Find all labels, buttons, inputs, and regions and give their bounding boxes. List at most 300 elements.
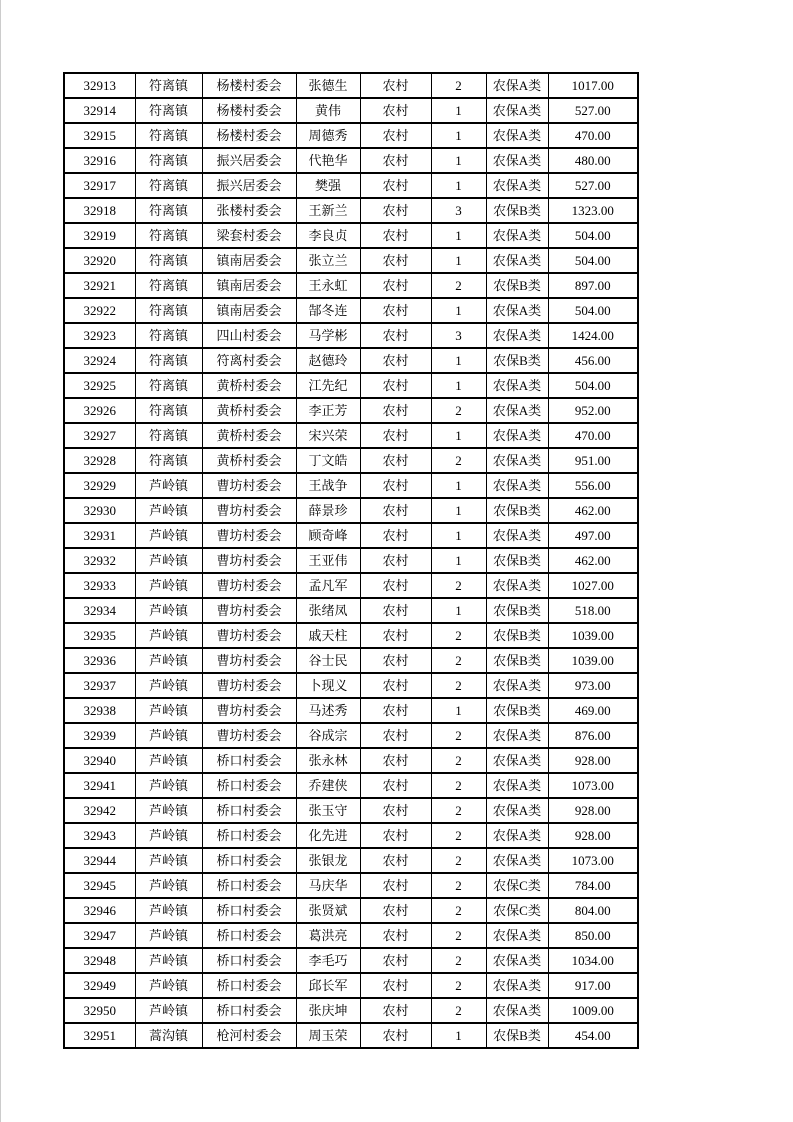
cell-village-committee: 振兴居委会 (202, 173, 296, 198)
cell-town: 符离镇 (135, 73, 202, 98)
cell-residence-type: 农村 (360, 523, 431, 548)
cell-person-name: 黄伟 (296, 98, 360, 123)
cell-amount: 462.00 (548, 548, 638, 573)
cell-residence-type: 农村 (360, 673, 431, 698)
cell-residence-type: 农村 (360, 123, 431, 148)
cell-person-count: 1 (431, 98, 486, 123)
cell-person-name: 王亚伟 (296, 548, 360, 573)
cell-village-committee: 四山村委会 (202, 323, 296, 348)
cell-record-id: 32945 (64, 873, 135, 898)
cell-person-name: 张银龙 (296, 848, 360, 873)
cell-insurance-category: 农保A类 (486, 798, 548, 823)
cell-person-count: 1 (431, 123, 486, 148)
cell-amount: 917.00 (548, 973, 638, 998)
cell-town: 符离镇 (135, 448, 202, 473)
cell-residence-type: 农村 (360, 698, 431, 723)
cell-town: 符离镇 (135, 223, 202, 248)
cell-person-name: 李正芳 (296, 398, 360, 423)
cell-record-id: 32937 (64, 673, 135, 698)
cell-amount: 876.00 (548, 723, 638, 748)
table-row (64, 123, 638, 148)
table-row (64, 1023, 638, 1048)
cell-insurance-category: 农保A类 (486, 973, 548, 998)
cell-person-name: 张庆坤 (296, 998, 360, 1023)
cell-village-committee: 曹坊村委会 (202, 723, 296, 748)
cell-insurance-category: 农保A类 (486, 823, 548, 848)
cell-residence-type: 农村 (360, 773, 431, 798)
table-row (64, 523, 638, 548)
table-row (64, 673, 638, 698)
cell-person-count: 2 (431, 773, 486, 798)
cell-insurance-category: 农保A类 (486, 98, 548, 123)
cell-record-id: 32920 (64, 248, 135, 273)
cell-town: 符离镇 (135, 98, 202, 123)
cell-insurance-category: 农保A类 (486, 148, 548, 173)
table-row (64, 623, 638, 648)
cell-person-name: 马述秀 (296, 698, 360, 723)
cell-village-committee: 曹坊村委会 (202, 698, 296, 723)
cell-person-name: 马庆华 (296, 873, 360, 898)
cell-person-name: 张玉守 (296, 798, 360, 823)
cell-person-count: 1 (431, 298, 486, 323)
cell-village-committee: 曹坊村委会 (202, 623, 296, 648)
cell-person-count: 1 (431, 523, 486, 548)
cell-person-count: 2 (431, 848, 486, 873)
cell-residence-type: 农村 (360, 348, 431, 373)
cell-record-id: 32916 (64, 148, 135, 173)
table-row (64, 823, 638, 848)
cell-record-id: 32921 (64, 273, 135, 298)
cell-record-id: 32923 (64, 323, 135, 348)
cell-amount: 454.00 (548, 1023, 638, 1048)
cell-village-committee: 振兴居委会 (202, 148, 296, 173)
cell-person-count: 3 (431, 323, 486, 348)
table-row (64, 148, 638, 173)
cell-residence-type: 农村 (360, 648, 431, 673)
cell-record-id: 32918 (64, 198, 135, 223)
cell-town: 芦岭镇 (135, 673, 202, 698)
cell-residence-type: 农村 (360, 248, 431, 273)
cell-record-id: 32939 (64, 723, 135, 748)
cell-village-committee: 曹坊村委会 (202, 648, 296, 673)
table-row (64, 973, 638, 998)
cell-insurance-category: 农保B类 (486, 648, 548, 673)
cell-town: 符离镇 (135, 323, 202, 348)
cell-residence-type: 农村 (360, 998, 431, 1023)
cell-record-id: 32922 (64, 298, 135, 323)
cell-person-name: 周德秀 (296, 123, 360, 148)
cell-person-name: 谷士民 (296, 648, 360, 673)
cell-village-committee: 桥口村委会 (202, 973, 296, 998)
cell-person-count: 1 (431, 223, 486, 248)
cell-residence-type: 农村 (360, 923, 431, 948)
cell-village-committee: 杨楼村委会 (202, 98, 296, 123)
cell-person-count: 2 (431, 973, 486, 998)
cell-amount: 556.00 (548, 473, 638, 498)
cell-residence-type: 农村 (360, 873, 431, 898)
cell-record-id: 32934 (64, 598, 135, 623)
cell-record-id: 32928 (64, 448, 135, 473)
cell-amount: 504.00 (548, 248, 638, 273)
table-row (64, 773, 638, 798)
cell-person-count: 1 (431, 248, 486, 273)
cell-village-committee: 杨楼村委会 (202, 123, 296, 148)
cell-record-id: 32933 (64, 573, 135, 598)
table-body (64, 73, 638, 1048)
table-row (64, 173, 638, 198)
cell-record-id: 32936 (64, 648, 135, 673)
cell-residence-type: 农村 (360, 223, 431, 248)
cell-person-name: 顾奇峰 (296, 523, 360, 548)
cell-residence-type: 农村 (360, 448, 431, 473)
cell-record-id: 32948 (64, 948, 135, 973)
cell-person-count: 2 (431, 673, 486, 698)
cell-town: 芦岭镇 (135, 473, 202, 498)
table-row (64, 323, 638, 348)
cell-village-committee: 黄桥村委会 (202, 423, 296, 448)
cell-town: 芦岭镇 (135, 598, 202, 623)
table-row (64, 923, 638, 948)
cell-residence-type: 农村 (360, 548, 431, 573)
table-row (64, 348, 638, 373)
cell-village-committee: 桥口村委会 (202, 898, 296, 923)
cell-village-committee: 杨楼村委会 (202, 73, 296, 98)
cell-insurance-category: 农保A类 (486, 323, 548, 348)
cell-residence-type: 农村 (360, 173, 431, 198)
cell-person-count: 1 (431, 598, 486, 623)
cell-person-name: 谷成宗 (296, 723, 360, 748)
cell-village-committee: 桥口村委会 (202, 998, 296, 1023)
cell-insurance-category: 农保A类 (486, 773, 548, 798)
cell-record-id: 32938 (64, 698, 135, 723)
cell-village-committee: 桥口村委会 (202, 823, 296, 848)
cell-town: 芦岭镇 (135, 748, 202, 773)
cell-person-name: 赵德玲 (296, 348, 360, 373)
cell-residence-type: 农村 (360, 898, 431, 923)
table-row (64, 73, 638, 98)
table-row (64, 398, 638, 423)
cell-amount: 480.00 (548, 148, 638, 173)
cell-amount: 1027.00 (548, 573, 638, 598)
cell-person-name: 化先进 (296, 823, 360, 848)
cell-insurance-category: 农保A类 (486, 123, 548, 148)
cell-town: 符离镇 (135, 148, 202, 173)
cell-town: 芦岭镇 (135, 523, 202, 548)
cell-amount: 504.00 (548, 298, 638, 323)
cell-person-count: 2 (431, 923, 486, 948)
table-row (64, 498, 638, 523)
table-row (64, 723, 638, 748)
cell-amount: 1073.00 (548, 848, 638, 873)
cell-amount: 462.00 (548, 498, 638, 523)
cell-residence-type: 农村 (360, 98, 431, 123)
table-row (64, 748, 638, 773)
cell-amount: 897.00 (548, 273, 638, 298)
cell-town: 芦岭镇 (135, 948, 202, 973)
cell-record-id: 32919 (64, 223, 135, 248)
cell-town: 芦岭镇 (135, 573, 202, 598)
cell-insurance-category: 农保B类 (486, 598, 548, 623)
cell-record-id: 32924 (64, 348, 135, 373)
cell-insurance-category: 农保A类 (486, 423, 548, 448)
table-row (64, 898, 638, 923)
cell-village-committee: 黄桥村委会 (202, 373, 296, 398)
cell-amount: 928.00 (548, 798, 638, 823)
cell-insurance-category: 农保A类 (486, 473, 548, 498)
table-row (64, 448, 638, 473)
page-left-edge (0, 0, 1, 1122)
cell-town: 符离镇 (135, 248, 202, 273)
cell-amount: 527.00 (548, 98, 638, 123)
cell-record-id: 32930 (64, 498, 135, 523)
cell-amount: 1424.00 (548, 323, 638, 348)
cell-insurance-category: 农保B类 (486, 548, 548, 573)
cell-village-committee: 黄桥村委会 (202, 448, 296, 473)
cell-residence-type: 农村 (360, 373, 431, 398)
cell-person-name: 代艳华 (296, 148, 360, 173)
cell-town: 符离镇 (135, 198, 202, 223)
cell-residence-type: 农村 (360, 323, 431, 348)
cell-amount: 469.00 (548, 698, 638, 723)
cell-village-committee: 曹坊村委会 (202, 598, 296, 623)
cell-village-committee: 曹坊村委会 (202, 673, 296, 698)
cell-record-id: 32932 (64, 548, 135, 573)
table-row (64, 223, 638, 248)
cell-record-id: 32941 (64, 773, 135, 798)
cell-residence-type: 农村 (360, 748, 431, 773)
cell-record-id: 32913 (64, 73, 135, 98)
cell-village-committee: 曹坊村委会 (202, 523, 296, 548)
cell-residence-type: 农村 (360, 723, 431, 748)
cell-person-name: 葛洪亮 (296, 923, 360, 948)
cell-insurance-category: 农保A类 (486, 573, 548, 598)
cell-town: 芦岭镇 (135, 548, 202, 573)
cell-town: 符离镇 (135, 298, 202, 323)
cell-insurance-category: 农保A类 (486, 948, 548, 973)
table-row (64, 648, 638, 673)
cell-town: 芦岭镇 (135, 698, 202, 723)
cell-person-count: 1 (431, 173, 486, 198)
cell-person-count: 1 (431, 1023, 486, 1048)
cell-record-id: 32917 (64, 173, 135, 198)
cell-person-name: 樊强 (296, 173, 360, 198)
cell-amount: 1039.00 (548, 648, 638, 673)
cell-residence-type: 农村 (360, 848, 431, 873)
cell-town: 符离镇 (135, 348, 202, 373)
cell-amount: 1039.00 (548, 623, 638, 648)
cell-village-committee: 桥口村委会 (202, 948, 296, 973)
cell-record-id: 32944 (64, 848, 135, 873)
cell-insurance-category: 农保A类 (486, 173, 548, 198)
cell-record-id: 32929 (64, 473, 135, 498)
cell-insurance-category: 农保C类 (486, 873, 548, 898)
cell-insurance-category: 农保A类 (486, 398, 548, 423)
cell-amount: 1073.00 (548, 773, 638, 798)
cell-person-name: 乔建侠 (296, 773, 360, 798)
cell-residence-type: 农村 (360, 398, 431, 423)
cell-village-committee: 曹坊村委会 (202, 548, 296, 573)
cell-person-count: 3 (431, 198, 486, 223)
table-row (64, 198, 638, 223)
cell-insurance-category: 农保A类 (486, 373, 548, 398)
cell-person-count: 2 (431, 448, 486, 473)
cell-insurance-category: 农保A类 (486, 923, 548, 948)
cell-town: 芦岭镇 (135, 773, 202, 798)
cell-village-committee: 符离村委会 (202, 348, 296, 373)
cell-amount: 1017.00 (548, 73, 638, 98)
cell-town: 芦岭镇 (135, 923, 202, 948)
cell-person-count: 1 (431, 498, 486, 523)
cell-amount: 952.00 (548, 398, 638, 423)
cell-town: 蒿沟镇 (135, 1023, 202, 1048)
cell-record-id: 32935 (64, 623, 135, 648)
cell-town: 芦岭镇 (135, 723, 202, 748)
cell-insurance-category: 农保A类 (486, 248, 548, 273)
table-row (64, 98, 638, 123)
cell-person-name: 张绪凤 (296, 598, 360, 623)
table-row (64, 273, 638, 298)
cell-insurance-category: 农保A类 (486, 523, 548, 548)
cell-amount: 1034.00 (548, 948, 638, 973)
cell-amount: 470.00 (548, 423, 638, 448)
cell-village-committee: 镇南居委会 (202, 248, 296, 273)
table-row (64, 948, 638, 973)
cell-amount: 1009.00 (548, 998, 638, 1023)
cell-town: 芦岭镇 (135, 898, 202, 923)
cell-person-name: 薛景珍 (296, 498, 360, 523)
cell-town: 符离镇 (135, 373, 202, 398)
cell-insurance-category: 农保C类 (486, 898, 548, 923)
cell-village-committee: 桥口村委会 (202, 873, 296, 898)
cell-record-id: 32926 (64, 398, 135, 423)
cell-insurance-category: 农保A类 (486, 73, 548, 98)
cell-person-name: 周玉荣 (296, 1023, 360, 1048)
table-row (64, 998, 638, 1023)
cell-village-committee: 桥口村委会 (202, 748, 296, 773)
cell-village-committee: 枪河村委会 (202, 1023, 296, 1048)
cell-residence-type: 农村 (360, 623, 431, 648)
cell-person-name: 孟凡军 (296, 573, 360, 598)
cell-residence-type: 农村 (360, 273, 431, 298)
cell-village-committee: 曹坊村委会 (202, 473, 296, 498)
cell-amount: 504.00 (548, 223, 638, 248)
cell-village-committee: 桥口村委会 (202, 923, 296, 948)
cell-record-id: 32931 (64, 523, 135, 548)
cell-amount: 951.00 (548, 448, 638, 473)
cell-person-count: 2 (431, 948, 486, 973)
cell-insurance-category: 农保B类 (486, 348, 548, 373)
cell-insurance-category: 农保B类 (486, 623, 548, 648)
cell-town: 芦岭镇 (135, 873, 202, 898)
cell-town: 芦岭镇 (135, 623, 202, 648)
cell-insurance-category: 农保B类 (486, 198, 548, 223)
cell-person-count: 2 (431, 823, 486, 848)
cell-record-id: 32942 (64, 798, 135, 823)
cell-person-name: 张立兰 (296, 248, 360, 273)
cell-amount: 784.00 (548, 873, 638, 898)
table-row (64, 548, 638, 573)
cell-residence-type: 农村 (360, 1023, 431, 1048)
cell-village-committee: 镇南居委会 (202, 298, 296, 323)
cell-person-count: 2 (431, 573, 486, 598)
cell-person-count: 2 (431, 898, 486, 923)
cell-record-id: 32925 (64, 373, 135, 398)
cell-insurance-category: 农保B类 (486, 698, 548, 723)
pension-table (63, 72, 639, 1049)
cell-person-count: 2 (431, 798, 486, 823)
cell-town: 芦岭镇 (135, 998, 202, 1023)
cell-person-count: 2 (431, 873, 486, 898)
cell-residence-type: 农村 (360, 598, 431, 623)
cell-insurance-category: 农保A类 (486, 673, 548, 698)
table-row (64, 298, 638, 323)
cell-residence-type: 农村 (360, 573, 431, 598)
cell-amount: 497.00 (548, 523, 638, 548)
cell-person-count: 2 (431, 623, 486, 648)
cell-person-name: 马学彬 (296, 323, 360, 348)
cell-insurance-category: 农保A类 (486, 223, 548, 248)
cell-town: 芦岭镇 (135, 498, 202, 523)
cell-town: 符离镇 (135, 423, 202, 448)
cell-person-count: 2 (431, 998, 486, 1023)
cell-person-name: 丁文皓 (296, 448, 360, 473)
cell-person-count: 1 (431, 373, 486, 398)
cell-person-name: 张德生 (296, 73, 360, 98)
cell-residence-type: 农村 (360, 498, 431, 523)
cell-amount: 973.00 (548, 673, 638, 698)
cell-record-id: 32946 (64, 898, 135, 923)
cell-person-count: 1 (431, 473, 486, 498)
table-row (64, 573, 638, 598)
cell-person-name: 王战争 (296, 473, 360, 498)
cell-person-name: 郜冬连 (296, 298, 360, 323)
cell-record-id: 32950 (64, 998, 135, 1023)
table-row (64, 248, 638, 273)
cell-record-id: 32915 (64, 123, 135, 148)
table-row (64, 598, 638, 623)
cell-residence-type: 农村 (360, 973, 431, 998)
cell-person-name: 李毛巧 (296, 948, 360, 973)
cell-insurance-category: 农保B类 (486, 273, 548, 298)
cell-person-count: 1 (431, 423, 486, 448)
cell-village-committee: 桥口村委会 (202, 773, 296, 798)
cell-town: 符离镇 (135, 273, 202, 298)
cell-residence-type: 农村 (360, 148, 431, 173)
cell-person-name: 李良贞 (296, 223, 360, 248)
cell-record-id: 32949 (64, 973, 135, 998)
cell-record-id: 32947 (64, 923, 135, 948)
cell-record-id: 32914 (64, 98, 135, 123)
cell-insurance-category: 农保A类 (486, 848, 548, 873)
cell-town: 符离镇 (135, 123, 202, 148)
cell-person-count: 2 (431, 648, 486, 673)
cell-person-count: 2 (431, 723, 486, 748)
cell-town: 符离镇 (135, 173, 202, 198)
cell-person-count: 2 (431, 398, 486, 423)
cell-person-count: 1 (431, 348, 486, 373)
cell-village-committee: 曹坊村委会 (202, 573, 296, 598)
cell-person-count: 2 (431, 273, 486, 298)
cell-person-name: 张贤斌 (296, 898, 360, 923)
cell-village-committee: 桥口村委会 (202, 848, 296, 873)
table-row (64, 873, 638, 898)
cell-insurance-category: 农保A类 (486, 723, 548, 748)
cell-town: 芦岭镇 (135, 848, 202, 873)
cell-person-name: 江先纪 (296, 373, 360, 398)
cell-person-name: 宋兴荣 (296, 423, 360, 448)
cell-insurance-category: 农保A类 (486, 448, 548, 473)
cell-village-committee: 镇南居委会 (202, 273, 296, 298)
